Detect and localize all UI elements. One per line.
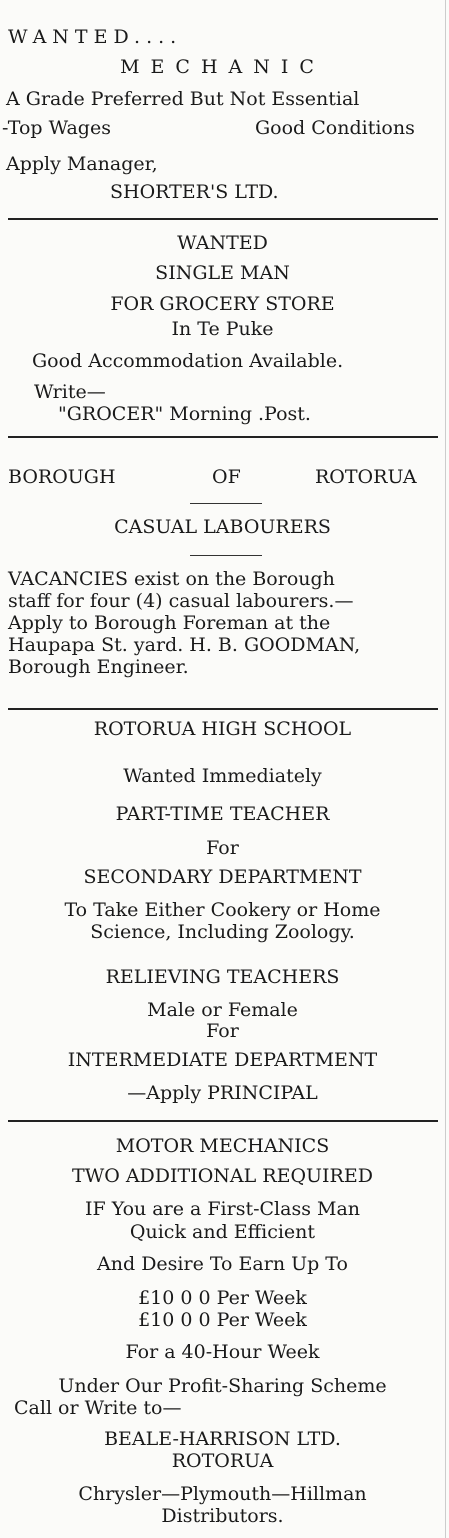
borough-line4: Haupapa St. yard. H. B. GOODMAN, bbox=[8, 634, 361, 656]
motor-call: Call or Write to— bbox=[14, 1397, 182, 1419]
school-relieving: RELIEVING TEACHERS bbox=[105, 966, 340, 988]
school-dept2: INTERMEDIATE DEPARTMENT bbox=[67, 1049, 378, 1071]
school-subj1: To Take Either Cookery or Home bbox=[64, 899, 381, 921]
grocer-address: "GROCER" Morning .Post. bbox=[58, 403, 311, 425]
borough-left: BOROUGH bbox=[8, 466, 116, 488]
motor-scheme: Under Our Profit-Sharing Scheme bbox=[58, 1375, 387, 1397]
motor-pay1: £10 0 0 Per Week bbox=[138, 1287, 307, 1309]
motor-title: MOTOR MECHANICS bbox=[115, 1135, 330, 1157]
short-rule bbox=[190, 555, 262, 556]
motor-hours: For a 40-Hour Week bbox=[125, 1341, 320, 1363]
borough-line2: staff for four (4) casual labourers.— bbox=[8, 590, 354, 612]
motor-dist: Distributors. bbox=[161, 1505, 284, 1527]
mechanic-wanted: WANTED.... bbox=[8, 26, 183, 48]
motor-quick: Quick and Efficient bbox=[129, 1221, 316, 1243]
school-for1: For bbox=[206, 837, 239, 859]
mechanic-title: MECHANIC bbox=[120, 56, 325, 78]
grocer-write: Write— bbox=[34, 381, 106, 403]
borough-line3: Apply to Borough Foreman at the bbox=[8, 612, 331, 634]
school-post: PART-TIME TEACHER bbox=[115, 803, 330, 825]
motor-if: IF You are a First-Class Man bbox=[84, 1198, 361, 1220]
grocer-for: FOR GROCERY STORE bbox=[110, 293, 335, 315]
school-dept1: SECONDARY DEPARTMENT bbox=[83, 866, 362, 888]
school-subj2: Science, Including Zoology. bbox=[90, 921, 355, 943]
motor-req: TWO ADDITIONAL REQUIRED bbox=[72, 1165, 373, 1187]
borough-heading: CASUAL LABOURERS bbox=[114, 516, 331, 538]
borough-mid: OF bbox=[212, 466, 241, 488]
mechanic-conditions: Good Conditions bbox=[255, 117, 415, 139]
motor-pay2: £10 0 0 Per Week bbox=[138, 1309, 307, 1331]
school-gender: Male or Female bbox=[147, 999, 298, 1021]
borough-line5: Borough Engineer. bbox=[8, 656, 189, 678]
school-name: ROTORUA HIGH SCHOOL bbox=[93, 718, 352, 740]
borough-right: ROTORUA bbox=[315, 466, 417, 488]
mechanic-company: SHORTER'S LTD. bbox=[110, 181, 279, 203]
school-apply: —Apply PRINCIPAL bbox=[127, 1082, 318, 1104]
motor-desire: And Desire To Earn Up To bbox=[97, 1253, 348, 1275]
grocer-single: SINGLE MAN bbox=[155, 262, 290, 284]
motor-company: BEALE-HARRISON LTD. bbox=[104, 1428, 341, 1450]
page-edge-line bbox=[445, 0, 446, 1538]
divider bbox=[8, 1120, 438, 1122]
school-for2: For bbox=[206, 1020, 239, 1042]
motor-town: ROTORUA bbox=[171, 1450, 274, 1472]
mechanic-apply: Apply Manager, bbox=[6, 153, 158, 175]
mechanic-wages: -Top Wages bbox=[2, 117, 111, 139]
divider bbox=[8, 218, 438, 220]
borough-line1: VACANCIES exist on the Borough bbox=[8, 568, 335, 590]
divider bbox=[8, 708, 438, 710]
grocer-accommodation: Good Accommodation Available. bbox=[32, 350, 344, 372]
mechanic-grade: A Grade Preferred But Not Essential bbox=[6, 88, 360, 110]
short-rule bbox=[190, 503, 262, 504]
motor-brands: Chrysler—Plymouth—Hillman bbox=[78, 1483, 367, 1505]
divider bbox=[8, 436, 438, 438]
grocer-place: In Te Puke bbox=[171, 318, 274, 340]
grocer-wanted: WANTED bbox=[177, 232, 268, 254]
school-wanted: Wanted Immediately bbox=[123, 765, 322, 787]
